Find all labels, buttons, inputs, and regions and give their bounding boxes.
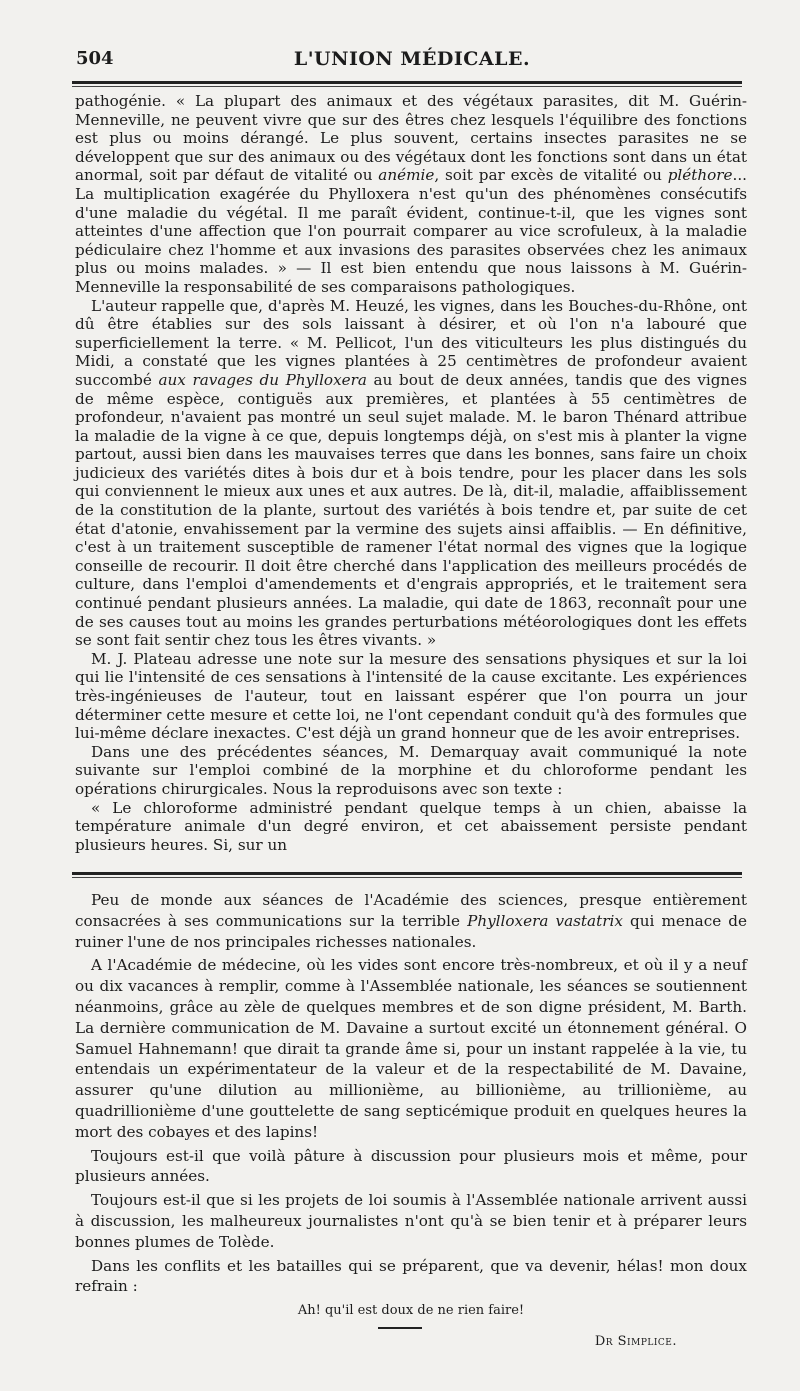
verse-quote: Ah! qu'il est doux de ne rien faire!	[297, 1303, 525, 1319]
paragraph: Dans une des précédentes séances, M. Demarquay avait communiqué la note suivante sur l'emploi combiné de la morphine et du chloroforme pendant les opérations chirurgicales. Nous la reproduisons avec son texte :	[75, 742, 747, 798]
feuilleton	[75, 890, 747, 1353]
page-header	[72, 48, 752, 74]
journal-title: L'UNION MÉDICALE.	[293, 48, 531, 70]
paragraph: Peu de monde aux séances de l'Académie des sciences, presque entièrement consacrées à ses communications sur la terrible Phylloxera vastatrix qui menace de ruiner l'une de nos principales richesses nationales.	[75, 891, 747, 951]
header-rule-thin	[72, 86, 742, 87]
paragraph: Dans les conflits et les batailles qui se préparent, que va devenir, hélas! mon doux refrain :	[75, 1256, 747, 1296]
feuilleton-rule	[72, 872, 742, 875]
signature: Dr Simplice.	[594, 1333, 677, 1349]
header-rule	[72, 81, 742, 84]
feuilleton-rule-thin	[72, 877, 742, 878]
paragraph: L'auteur rappelle que, d'après M. Heuzé, les vignes, dans les Bouches-du-Rhône, ont dû être établies sur des sols laissant à désirer, et où l'on n'a labouré que superficiellement la terre. « M. Pellicot, l'un des viticulteurs les plus distingués du Midi, a constaté que les vignes plantées à 25 centimètres de profondeur avaient succombé aux ravages du Phylloxera au bout de deux années, tandis que des vignes de même espèce, contiguës aux premières, et plantées à 55 centimètres de profondeur, n'avaient pas montré un seul sujet malade. M. le baron Thénard attribue la maladie de la vigne à ce que, depuis longtemps déjà, on s'est mis à planter la vigne partout, aussi bien dans les mauvaises terres que dans les bonnes, sans faire un choix judicieux des variétés dites à bois dur et à bois tendre, pour les placer dans les sols qui conviennent le mieux aux unes et aux autres. De là, dit-il, maladie, affaiblissement de la constitution de la plante, surtout des variétés à bois tendre et, par suite de cet état d'atonie, envahissement par la vermine des sujets ainsi affaiblis. — En définitive, c'est à un traitement susceptible de ramener l'état normal des vignes que la logique conseille de recourir. Il doit être cherché dans l'application des meilleurs procédés de culture, dans l'emploi d'amendements et d'engrais appropriés, et le traitement sera continué pendant plusieurs années. La maladie, qui date de 1863, reconnaît pour une de ses causes tout au moins les grandes perturbations météorologiques dont les effets se sont fait sentir chez tous les êtres vivants. »	[75, 296, 747, 650]
paragraph: M. J. Plateau adresse une note sur la mesure des sensations physiques et sur la loi qui lie l'intensité de ces sensations à l'intensité de la cause excitante. Les expériences très-ingénieuses de l'auteur, tout en laissant espérer que l'on pourra un jour déterminer cette mesure et cette loi, ne l'ont cependant conduit qu'à des formules que lui-même déclare inexactes. C'est déjà un grand honneur que de les avoir entreprises.	[75, 649, 747, 743]
page-number: 504	[76, 48, 114, 69]
paragraph: pathogénie. « La plupart des animaux et des végétaux parasites, dit M. Guérin-Menneville, ne peuvent vivre que sur des êtres chez lesquels l'équilibre des fonctions est plus ou moins dérangé. Le plus souvent, certains insectes parasites ne se développent que sur des animaux ou des végétaux dont les fonctions sont dans un état anormal, soit par défaut de vitalité ou anémie, soit par excès de vitalité ou pléthore... La multiplication exagérée du Phylloxera n'est qu'un des phénomènes consécutifs d'une maladie du végétal. Il me paraît évident, continue-t-il, que les vignes sont atteintes d'une affection que l'on pourrait comparer au vice scrofuleux, à la maladie pédiculaire chez l'homme et aux invasions des parasites observées chez les animaux plus ou moins malades. » — Il est bien entendu que nous laissons à M. Guérin-Menneville la responsabilité de ses comparaisons pathologiques.	[75, 92, 748, 296]
paragraph: « Le chloroforme administré pendant quelque temps à un chien, abaisse la température animale d'un degré environ, et cet abaissement persiste pendant plusieurs heures. Si, sur un	[75, 798, 747, 854]
paragraph: Toujours est-il que voilà pâture à discussion pour plusieurs mois et même, pour plusieurs années.	[75, 1146, 747, 1186]
main-article	[75, 92, 747, 854]
paragraph: A l'Académie de médecine, où les vides sont encore très-nombreux, et où il y a neuf ou dix vacances à remplir, comme à l'Assemblée nationale, les séances se soutiennent néanmoins, grâce au zèle de quelques membres et de son digne président, M. Barth. La dernière communication de M. Davaine a surtout excité un étonnement général. O Samuel Hahnemann! que dirait ta grande âme si, pour un instant rappelée à la vie, tu entendais un expérimentateur de la valeur et de la respectabilité de M. Davaine, assurer qu'une dilution au millionième, au billionième, au trillionième, au quadrillionième d'une gouttelette de sang septicémique produit en quelques heures la mort des cobayes et des lapins!	[75, 956, 747, 1141]
end-rule	[378, 1327, 422, 1329]
paragraph: Toujours est-il que si les projets de loi soumis à l'Assemblée nationale arrivent aussi à discussion, les malheureux journalistes n'ont qu'à se bien tenir et à préparer leurs bonnes plumes de Tolède.	[75, 1191, 747, 1251]
